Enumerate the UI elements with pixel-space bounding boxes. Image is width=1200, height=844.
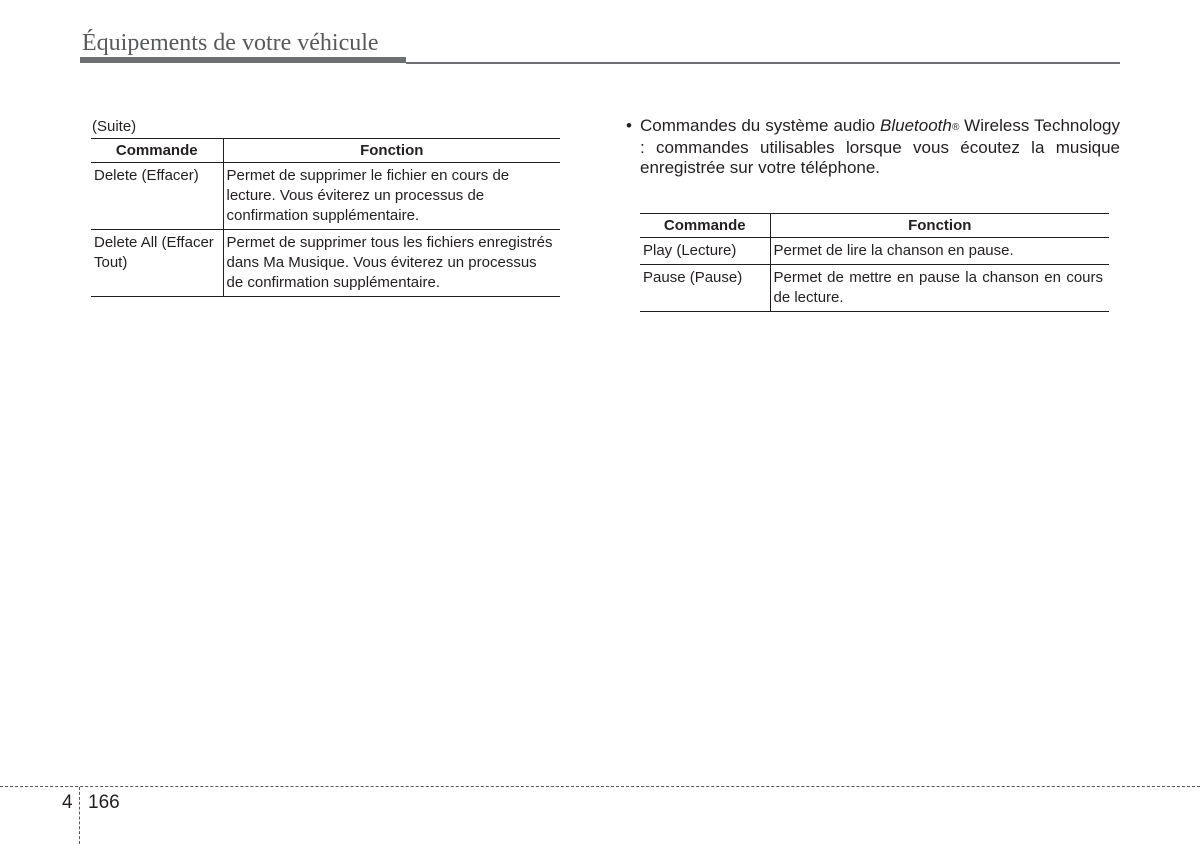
table-row <box>91 230 560 297</box>
column-header-function: Fonction <box>223 139 560 163</box>
command-cell: Delete (Effacer) <box>91 163 223 230</box>
function-cell: Permet de supprimer tous les fichiers enregistrés dans Ma Musique. Vous éviterez un processus de confirmation supplémentaire. <box>223 230 560 297</box>
page-header <box>80 28 1120 68</box>
command-cell: Play (Lecture) <box>640 238 770 265</box>
header-bar <box>80 57 406 63</box>
bullet-text <box>640 116 1120 178</box>
function-cell: Permet de mettre en pause la chanson en cours de lecture. <box>770 265 1109 312</box>
bluetooth-bullet-paragraph <box>626 116 1120 178</box>
bluetooth-commands-table <box>640 213 1109 312</box>
column-header-function: Fonction <box>770 214 1109 238</box>
registered-mark: ® <box>951 122 960 133</box>
table-row <box>640 265 1109 312</box>
header-rule <box>406 62 1120 64</box>
table-row <box>640 238 1109 265</box>
bullet-text-end: Wireless Technology : commandes utilisables lorsque vous écoutez la musique enregistrée sur votre téléphone. <box>640 116 1120 177</box>
footer-divider <box>0 786 1200 787</box>
chapter-number: 4 <box>62 792 73 813</box>
column-header-command: Commande <box>91 139 223 163</box>
function-cell: Permet de lire la chanson en pause. <box>770 238 1109 265</box>
continued-label: (Suite) <box>92 118 137 135</box>
function-cell: Permet de supprimer le fichier en cours de lecture. Vous éviterez un processus de confirmation supplémentaire. <box>223 163 560 230</box>
bullet-text-start: Commandes du système audio <box>640 116 880 135</box>
bullet-icon: • <box>626 116 632 135</box>
column-header-command: Commande <box>640 214 770 238</box>
command-cell: Delete All (Effacer Tout) <box>91 230 223 297</box>
footer-vertical-divider <box>79 787 80 844</box>
table-header-row <box>640 214 1109 238</box>
page-number: 166 <box>88 792 120 813</box>
command-cell: Pause (Pause) <box>640 265 770 312</box>
delete-commands-table <box>91 138 560 297</box>
bluetooth-brand: Bluetooth <box>880 116 952 135</box>
table-header-row <box>91 139 560 163</box>
table-row <box>91 163 560 230</box>
page-title: Équipements de votre véhicule <box>82 30 379 56</box>
